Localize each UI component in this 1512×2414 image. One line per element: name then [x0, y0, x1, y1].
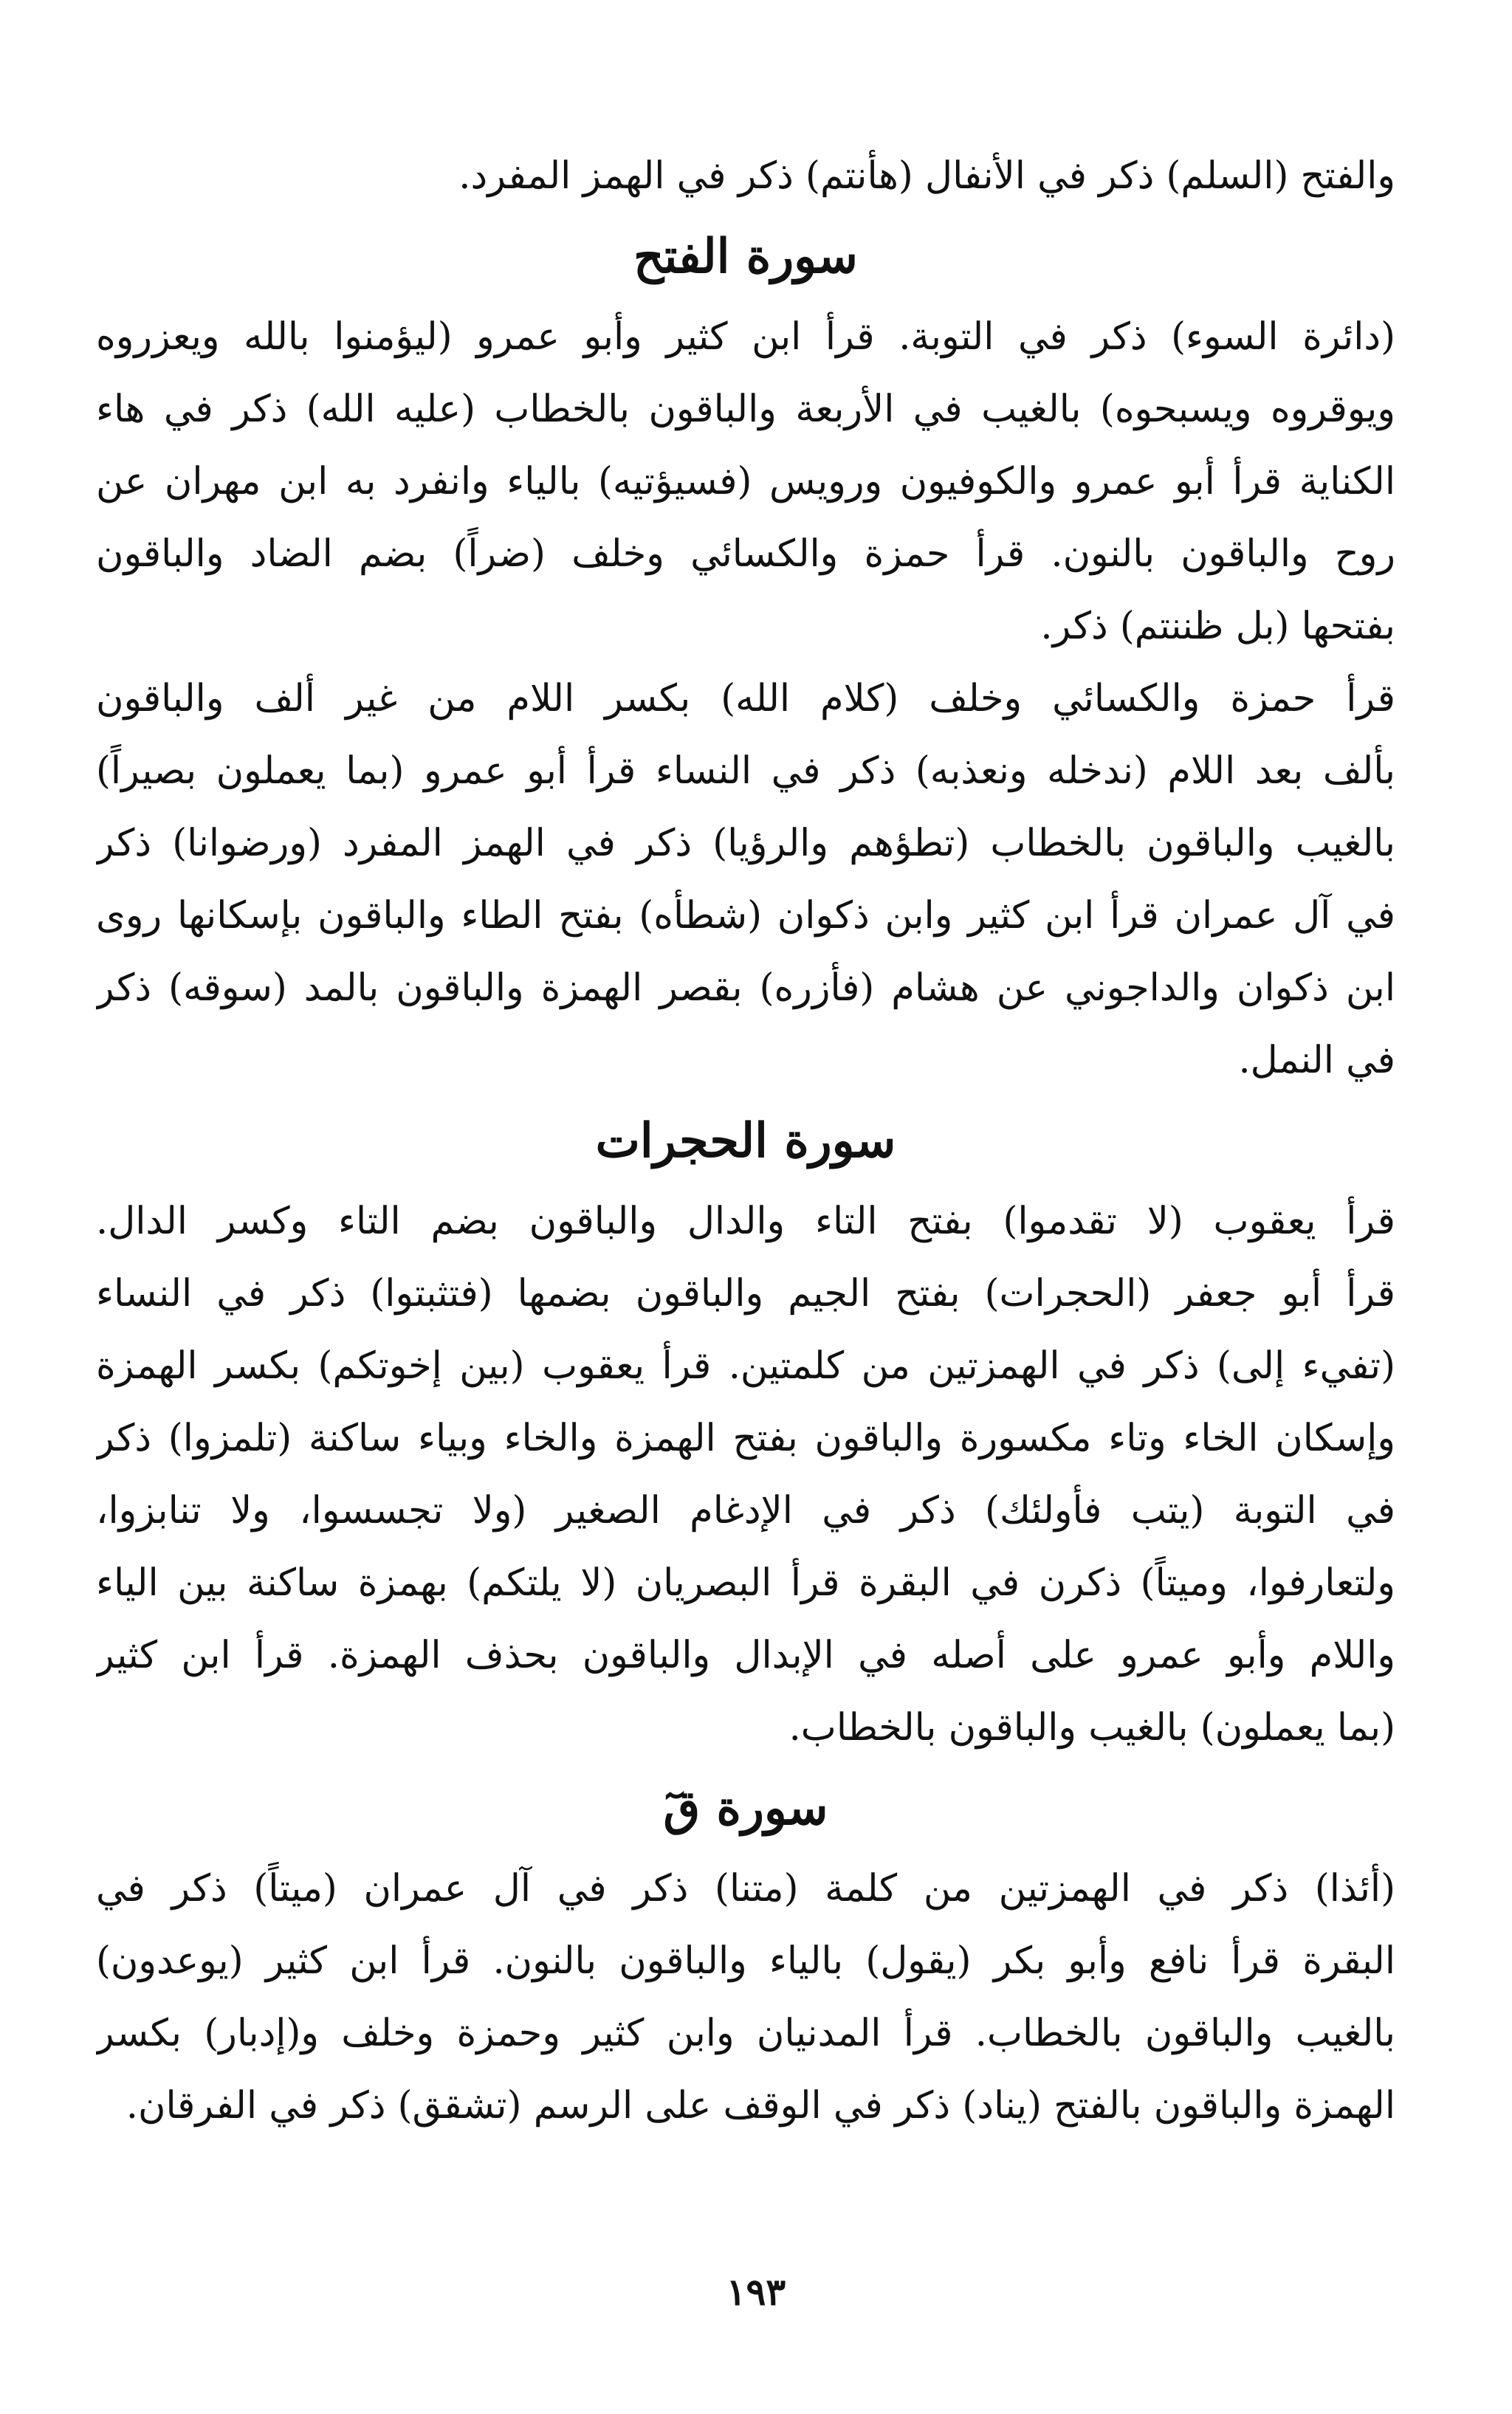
text-line: قرأ حمزة والكسائي وخلف (كلام الله) بكسر اللام من غير ألف والباقون: [96, 677, 1395, 721]
text-line: (دائرة السوء) ذكر في التوبة. قرأ ابن كثير وأبو عمرو (ليؤمنوا بالله ويعزروه: [96, 315, 1395, 359]
text-line: ولتعارفوا، وميتاً) ذكرن في البقرة قرأ البصريان (لا يلتكم) بهمزة ساكنة بين الياء: [96, 1561, 1395, 1605]
text-line: والفتح (السلم) ذكر في الأنفال (هأنتم) ذكر في الهمز المفرد.: [458, 154, 1395, 198]
text-line: ويوقروه ويسبحوه) بالغيب في الأربعة والباقون بالخطاب (عليه الله) ذكر في هاء: [96, 388, 1395, 431]
text-line: الهمزة والباقون بالفتح (يناد) ذكر في الوقف على الرسم (تشقق) ذكر في الفرقان.: [126, 2084, 1395, 2128]
text-line: بألف بعد اللام (ندخله ونعذبه) ذكر في النساء قرأ أبو عمرو (بما يعملون بصيراً): [96, 749, 1395, 793]
text-line: في النمل.: [1238, 1039, 1395, 1082]
text-line: (أئذا) ذكر في الهمزتين من كلمة (متنا) ذكر في آل عمران (ميتاً) ذكر في: [96, 1867, 1395, 1911]
text-line: ابن ذكوان والداجوني عن هشام (فأزره) بقصر الهمزة والباقون بالمد (سوقه) ذكر: [96, 966, 1395, 1010]
paragraph: [96, 301, 1395, 663]
text-line: قرأ يعقوب (لا تقدموا) بفتح التاء والدال والباقون بضم التاء وكسر الدال.: [96, 1200, 1395, 1243]
text-line: واللام وأبو عمرو على أصله في الإبدال والباقون بحذف الهمزة. قرأ ابن كثير: [96, 1634, 1395, 1677]
section-heading-al-hujurat: سورة الحجرات: [595, 1113, 896, 1169]
text-line: الكناية قرأ أبو عمرو والكوفيون ورويس (فسيؤتيه) بالياء وانفرد به ابن مهران عن: [96, 460, 1395, 503]
text-line: (تفيء إلى) ذكر في الهمزتين من كلمتين. قرأ يعقوب (بين إخوتكم) بكسر الهمزة: [96, 1344, 1395, 1388]
text-line: وإسكان الخاء وتاء مكسورة والباقون بفتح الهمزة والخاء وبياء ساكنة (تلمزوا) ذكر: [96, 1417, 1395, 1460]
paragraph: [96, 1853, 1395, 2142]
text-line: في آل عمران قرأ ابن كثير وابن ذكوان (شطأه) بفتح الطاء والباقون بإسكانها روى: [96, 894, 1395, 938]
paragraph: [96, 1186, 1395, 1764]
text-line: بفتحها (بل ظننتم) ذكر.: [1040, 605, 1395, 648]
intro-paragraph: [96, 140, 1395, 213]
text-line: بالغيب والباقون بالخطاب (تطؤهم والرؤيا) ذكر في الهمز المفرد (ورضوانا) ذكر: [96, 822, 1395, 865]
section-heading-al-fath: سورة الفتح: [633, 229, 858, 284]
text-line: قرأ أبو جعفر (الحجرات) بفتح الجيم والباقون بضمها (فتثبتوا) ذكر في النساء: [96, 1272, 1395, 1316]
text-line: في التوبة (يتب فأولئك) ذكر في الإدغام الصغير (ولا تجسسوا، ولا تنابزوا،: [96, 1489, 1395, 1533]
page-number: ١٩٣: [726, 2270, 786, 2314]
text-line: (بما يعملون) بالغيب والباقون بالخطاب.: [788, 1706, 1395, 1750]
text-line: روح والباقون بالنون. قرأ حمزة والكسائي وخلف (ضراً) بضم الضاد والباقون: [96, 532, 1395, 576]
page-body: [96, 140, 1395, 2142]
section-heading-qaf: سورة قٓ: [663, 1781, 828, 1836]
text-line: البقرة قرأ نافع وأبو بكر (يقول) بالياء والباقون بالنون. قرأ ابن كثير (يوعدون): [96, 1939, 1395, 1983]
text-line: بالغيب والباقون بالخطاب. قرأ المدنيان وابن كثير وحمزة وخلف و(إدبار) بكسر: [96, 2012, 1395, 2055]
paragraph: [96, 663, 1395, 1097]
